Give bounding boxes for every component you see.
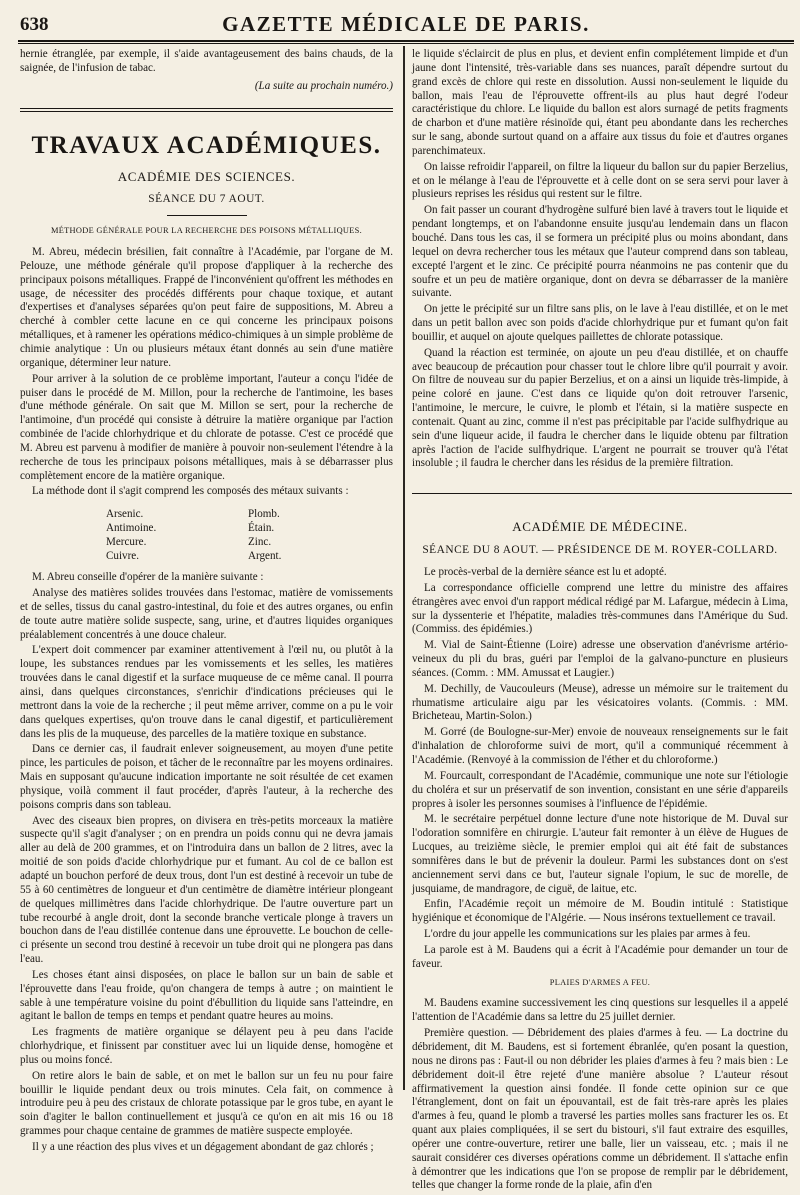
section-title: TRAVAUX ACADÉMIQUES. (31, 131, 382, 159)
section-rule (412, 493, 792, 494)
metal-item: Étain. (248, 522, 275, 535)
metal-item: Zinc. (248, 536, 272, 549)
paragraph: M. Fourcault, correspondant de l'Académie, communique une note sur l'étiologie du choléra et sur un préservatif de son invention, consistant en une série d'appareils propres à isoler les personnes soumises à l'influence de l'épidémie. (412, 769, 788, 810)
paragraph: La parole est à M. Baudens qui a écrit à l'Académie pour demander un tour de faveur. (412, 943, 788, 970)
paragraph: Quand la réaction est terminée, on ajoute un peu d'eau distillée, et on chauffe avec beaucoup de précaution pour chasser tout le chlore libre qu'il pourrait y avoir. On filtre de nouveau sur du papier Berzelius, et on a ainsi un liquide très-limpide, à peine coloré en jaune. C'est dans ce liquide qu'on doit retrouver l'arsenic, l'antimoine, le mercure, le cuivre, le plomb et l'étain, si la matière suspecte en contenait. Quant au zinc, comme il n'est pas précipitable par l'acide sulfhydrique au sein d'une liqueur acide, il faudra le chercher dans le liquide obtenu par filtration après l'action de l'acide sulfhydrique. L'argent ne pourrait se trouver qu'à l'état insoluble ; il faudra le chercher dans les résidus de la première filtration. (412, 346, 788, 470)
paragraph: Dans ce dernier cas, il faudrait enlever soigneusement, au moyen d'une petite pince, les particules de poison, et tâcher de le reconnaître par les moyens ordinaires. Mais en supposant qu'aucune indication importante ne soit résultée de cet examen physique, voilà comment il faut procéder, d'après l'auteur, à la recherche des poisons compris dans son tableau. (20, 743, 393, 811)
paragraph: Le procès-verbal de la dernière séance est lu et adopté. (424, 566, 667, 578)
metal-item: Cuivre. (106, 550, 139, 563)
paragraph: L'expert doit commencer par examiner attentivement à l'œil nu, ou plutôt à la loupe, les substances rendues par les vomissements et les selles, les matières trouvées dans le canal digestif et la surface muqueuse de ce même canal. Il pourra ainsi, dans quelques circonstances, s'enrichir d'indications précieuses qui le mettront dans la voie de la recherche ; il peut même arriver, comme on a pu le voir dans quelques expertises, qu'on trouve dans le canal digestif, et particulièrement dans les plis de la muqueuse, des parcelles de la matière toxique en substance. (20, 644, 393, 740)
article-subtitle: MÉTHODE GÉNÉRALE POUR LA RECHERCHE DES POISONS MÉTALLIQUES. (50, 226, 363, 236)
metal-item: Plomb. (248, 508, 280, 521)
journal-title: GAZETTE MÉDICALE DE PARIS. (222, 12, 590, 36)
paragraph: Il y a une réaction des plus vives et un dégagement abondant de gaz chlorés ; (32, 1141, 374, 1153)
header-rule-thin (18, 43, 794, 44)
paragraph: Première question. — Débridement des plaies d'armes à feu. — La doctrine du débridement, dit M. Baudens, est si fortement ébranlée, qu'en posant la question, nous ne dirons pas : Faut-il ou non débrider les plaies d'armes à feu ? mais bien : Le débridement doit-il être rejeté d'une manière absolue ? L'auteur résout affirmativement la question ainsi fondée. Il fonde cette opinion sur ce que l'étranglement, dont on fait un épouvantail, est de fait très-rare après les plaies d'armes à feu, quand le plomb a traversé les parties molles sans fracturer les os. Et quant aux plaies compliquées, il se sert du bistouri, s'il faut extraire des esquilles, opérer une contre-ouverture, retirer une balle, lier un vaisseau, etc. ; mais il ne saurait considérer ces diverses opérations comme un débridement. Il s'attache enfin à démontrer que les indications que l'on se propose de remplir par le débridement, telles que changer la forme ronde de la plaie, afin d'en (412, 1027, 788, 1192)
academy-heading: ACADÉMIE DES SCIENCES. (117, 168, 296, 184)
paragraph: Les fragments de matière organique se délayent peu à peu dans l'acide chlorhydrique, et finissent par constituer avec lui un liquide dense, homogène et plus ou moins foncé. (20, 1026, 393, 1066)
paragraph: M. le secrétaire perpétuel donne lecture d'une note historique de M. Duval sur l'odoration somnifère en chirurgie. L'auteur fait remonter à un élève de Hugues de Lucques, au treizième siècle, le premier emploi qui ait été fait de substances somnifères dans le but de prévenir la douleur. Parmi les substances dont on s'est anciennement servi dans ce but, l'auteur signale l'opium, le suc de morelle, de jusquiame, de mandragore, de ciguë, de laitue, etc. (412, 813, 788, 895)
paragraph: M. Gorré (de Boulogne-sur-Mer) envoie de nouveaux renseignements sur le fait d'inhalation de chloroforme suivi de mort, qu'il a communiqué récemment à l'Académie. (Renvoyé à la commission de l'éther et du chloroforme.) (412, 726, 788, 766)
paragraph: L'ordre du jour appelle les communications sur les plaies par armes à feu. (424, 928, 751, 941)
section-rule (20, 108, 393, 109)
running-head (20, 12, 792, 38)
paragraph: On fait passer un courant d'hydrogène sulfuré bien lavé à travers tout le liquide et pendant longtemps, et on l'abandonne ensuite jusqu'au lendemain dans un flacon bouché. Dans tous les cas, il se formera un précipité plus ou moins abondant, dans lequel on devra rechercher tous les métaux que l'auteur comprend dans son tableau, excepté l'argent et le zinc. Ce précipité pourra néanmoins ne pas contenir que du soufre et un peu de matière organique, dont on devra se débarrasser de la manière suivante. (412, 204, 788, 300)
paragraph: Pour arriver à la solution de ce problème important, l'auteur a conçu l'idée de puiser dans le procédé de M. Millon, pour la recherche de l'antimoine, les bases d'une méthode générale. On sait que M. Millon se sert, pour la recherche de l'antimoine, d'un procédé qui consiste à détruire la matière organique par l'action combinée de l'acide chlorhydrique et du chlorate de potasse. C'est ce procédé que M. Abreu est parvenu à modifier de manière à pouvoir non-seulement l'étendre à la recherche de tous les principaux poisons métalliques, mais à se débarrasser plus complètement encore de la matière organique. (20, 372, 393, 482)
subsection-heading: PLAIES D'ARMES A FEU. (549, 977, 651, 987)
small-rule (167, 215, 247, 216)
metals-list (106, 507, 393, 563)
paragraph: M. Abreu conseille d'opérer de la manière suivante : (32, 571, 264, 584)
paragraph: M. Abreu, médecin brésilien, fait connaître à l'Académie, par l'organe de M. Pelouze, une méthode générale qu'il propose d'appliquer à la recherche des principaux poisons métalliques. Frappé de l'inconvénient qu'offrent les méthodes en usage, de nécessiter des procédés différents pour chaque toxique, et autant d'expertises et d'analyses séparées qu'on peut faire de suppositions, M. Abreu a cherché à combler cette lacune en ce qui concerne les principaux poisons métalliques, et à ramener les opérations médico-chimiques à un simple problème de chimie analytique : Un ou plusieurs métaux étant donnés au sein d'une matière organique, déterminer leur nature. (20, 246, 393, 369)
paragraph: Avec des ciseaux bien propres, on divisera en très-petits morceaux la matière suspecte qu'il s'agit d'analyser ; on en prendra un poids connu qui ne devra jamais aller au delà de 200 grammes, et on l'introduira dans un ballon de 2 litres, avec la moitié de son poids d'acide chlorhydrique pur et fumant. Au col de ce ballon est adapté un bouchon perforé de deux trous, dont l'un est destiné à recevoir un tube de 55 à 60 centimètres de longueur et d'un centimètre de diamètre intérieur plongeant de quelques millimètres dans l'acide chlorhydrique. De l'autre ouverture part un tube recourbé à angle droit, dont la seconde branche verticale plonge à travers un bouchon dans de l'eau distillée contenue dans une éprouvette. Le bouchon de celle-ci présente un second trou destiné à recevoir un tube droit qui ne plongera pas dans l'eau. (20, 814, 393, 966)
metal-item: Argent. (248, 550, 282, 563)
academy-heading: ACADÉMIE DE MÉDECINE. (512, 519, 688, 535)
column-separator (403, 46, 405, 1090)
metal-item: Mercure. (106, 536, 147, 549)
paragraph: Enfin, l'Académie reçoit un mémoire de M. Boudin intitulé : Statistique hygiénique et économique de l'Algérie. — Nous insérons textuellement ce travail. (412, 898, 788, 925)
session-heading: SÉANCE DU 7 AOUT. (148, 193, 265, 206)
paragraph: La méthode dont il s'agit comprend les composés des métaux suivants : (32, 485, 349, 498)
right-column (412, 48, 788, 1195)
paragraph: Les choses étant ainsi disposées, on place le ballon sur un bain de sable et l'éprouvette dans l'eau froide, qu'on changera de temps à autre ; on maintient le sable à une température voisine du point d'ébullition du liquide sans l'atteindre, en agitant le ballon de temps en temps et pendant quatre heures au moins. (20, 968, 393, 1023)
paragraph: On jette le précipité sur un filtre sans plis, on le lave à l'eau distillée, et on le met dans un petit ballon avec son poids d'acide chlorhydrique pur et fumant qu'on fait bouillir, et auquel on ajoute quelques paillettes de chlorate potassique. (412, 303, 788, 343)
paragraph: M. Vial de Saint-Étienne (Loire) adresse une observation d'anévrisme artério-veineux du pli du bras, guéri par l'emploi de la galvano-puncture en plusieurs séances. (Comm. : MM. Amussat et Laugier.) (412, 639, 788, 679)
section-rule-thin (20, 111, 393, 112)
metal-item: Arsenic. (106, 508, 144, 521)
metal-item: Antimoine. (106, 522, 157, 535)
left-column (20, 48, 393, 1157)
paragraph: le liquide s'éclaircit de plus en plus, et devient enfin complétement limpide et d'un jaune dont l'intensité, très-variable dans ses nuances, paraît dépendre surtout du grand excès de chlore qui reste en dissolution. Aussi non-seulement le liquide du ballon, mais l'eau de l'éprouvette offrent-ils au plus haut degré l'odeur caractéristique du chlore. Le liquide du ballon est alors surnagé de petits fragments de charbon et d'une matière résinoïde qui, étant peu abondante dans les recherches sur le sang, abonde surtout quand on a affaire aux tissus du foie et d'autres organes parenchimateux. (412, 48, 788, 157)
page-number: 638 (20, 14, 49, 35)
paragraph: On retire alors le bain de sable, et on met le ballon sur un feu nu pour faire bouillir le liquide pendant deux ou trois minutes. Cela fait, on commence à introduire peu à peu des cristaux de chlorate potassique par le gros tube, en ayant le soin d'agiter le ballon continuellement et jusqu'à ce qu'on en ait mis 16 ou 18 grammes pour chaque centaine de grammes de matière suspecte employée. (20, 1069, 393, 1138)
paragraph: La correspondance officielle comprend une lettre du ministre des affaires étrangères avec envoi d'un rapport médical rédigé par M. Lafargue, médecin à Lima, sur la dyssenterie et l'hépatite, maladies très-communes dans l'Amérique du Sud. (Commiss. des épidémies.) (412, 581, 788, 636)
paragraph: M. Dechilly, de Vaucouleurs (Meuse), adresse un mémoire sur le traitement du rhumatisme articulaire aigu par les vésicatoires volants. (Commis. : MM. Bricheteau, Martin-Solon.) (412, 682, 788, 723)
continuation-note: (La suite au prochain numéro.) (254, 79, 393, 92)
paragraph: M. Baudens examine successivement les cinq questions sur lesquelles il a appelé l'attention de l'Académie dans sa lettre du 25 juillet dernier. (412, 997, 788, 1024)
header-rule (18, 40, 794, 42)
paragraph: Analyse des matières solides trouvées dans l'estomac, matière de vomissements et de selles, tissus du canal gastro-intestinal, du foie et des autres organes, ou enfin de toute autre matière solide suspecte, sang, urine, et d'autres liquides organiques préalablement concentrés à une douce chaleur. (20, 587, 393, 641)
paragraph: On laisse refroidir l'appareil, on filtre la liqueur du ballon sur du papier Berzelius, et on le mélange à l'eau de l'éprouvette et à celle dont on se sera servi pour laver à plusieurs reprises les résidus qui restent sur le filtre. (412, 160, 788, 201)
session-heading: SÉANCE DU 8 AOUT. — PRÉSIDENCE DE M. ROYER-COLLARD. (422, 544, 778, 557)
intro-paragraph: hernie étranglée, par exemple, il s'aide avantageusement des bains chauds, de la saignée, de l'infusion de tabac. (20, 48, 393, 74)
